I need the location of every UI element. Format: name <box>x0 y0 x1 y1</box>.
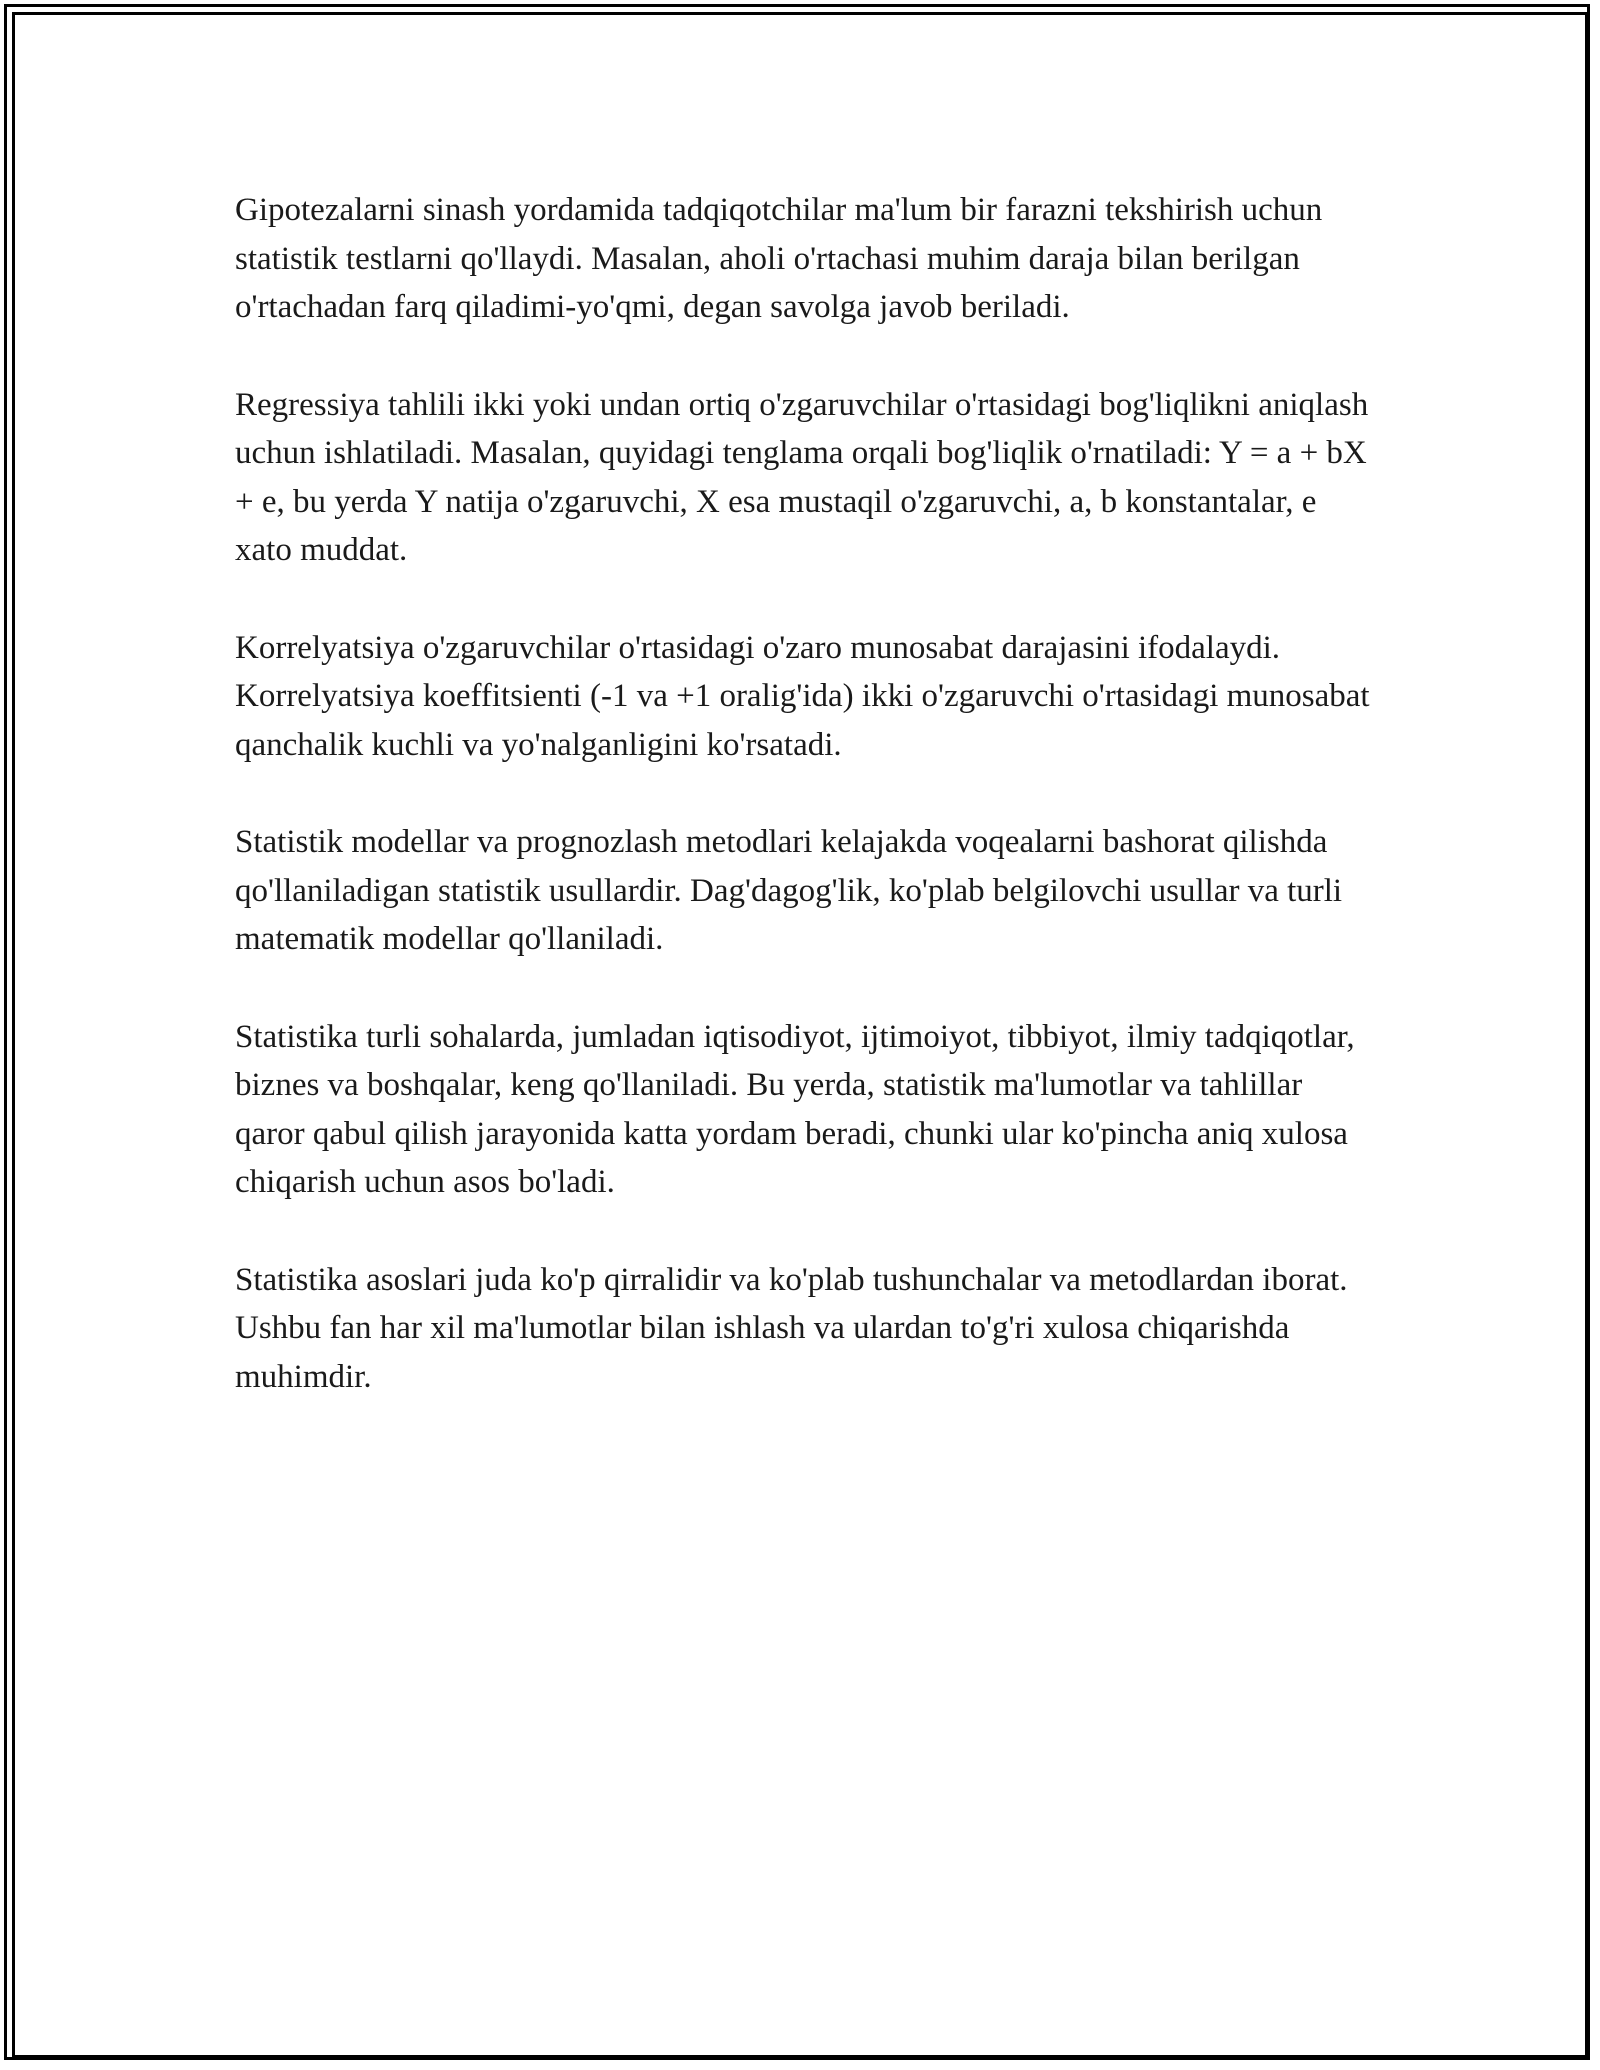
document-body <box>235 186 1375 1401</box>
paragraph-statistical-models: Statistik modellar va prognozlash metodlari kelajakda voqealarni bashorat qilishda qo'llaniladigan statistik usullardir. Dag'dagog'lik, ko'plab belgilovchi usullar va turli matematik modellar qo'llaniladi. <box>235 824 1343 957</box>
paragraph-hypothesis-testing: Gipotezalarni sinash yordamida tadqiqotchilar ma'lum bir farazni tekshirish uchun statistik testlarni qo'llaydi. Masalan, aholi o'rtachasi muhim daraja bilan berilgan o'rtachadan farq qiladimi-yo'qmi, degan savolga javob beriladi. <box>235 192 1323 325</box>
paragraph-statistics-applications: Statistika turli sohalarda, jumladan iqtisodiyot, ijtimoiyot, tibbiyot, ilmiy tadqiqotlar, biznes va boshqalar, keng qo'llaniladi. Bu yerda, statistik ma'lumotlar va tahlillar qaror qabul qilish jarayonida katta yordam beradi, chunki ular ko'pincha aniq xulosa chiqarish uchun asos bo'ladi. <box>235 1018 1355 1200</box>
paragraph-statistics-basics: Statistika asoslari juda ko'p qirralidir va ko'plab tushunchalar va metodlardan iborat. Ushbu fan har xil ma'lumotlar bilan ishlash va ulardan to'g'ri xulosa chiqarishda muhimdir. <box>235 1261 1348 1395</box>
paragraph-correlation: Korrelyatsiya o'zgaruvchilar o'rtasidagi o'zaro munosabat darajasini ifodalaydi. Korrelyatsiya koeffitsienti (-1 va +1 oralig'ida) ikki o'zgaruvchi o'rtasidagi munosabat qanchalik kuchli va yo'nalganligini ko'rsatadi. <box>235 629 1370 763</box>
paragraph-regression-analysis: Regressiya tahlili ikki yoki undan ortiq o'zgaruvchilar o'rtasidagi bog'liqlikni aniqlash uchun ishlatiladi. Masalan, quyidagi tenglama orqali bog'liqlik o'rnatiladi: Y = a + bX + e, bu yerda Y natija o'zgaruvchi, X esa mustaqil o'zgaruvchi, a, b konstantalar, e xato muddat. <box>235 386 1369 568</box>
